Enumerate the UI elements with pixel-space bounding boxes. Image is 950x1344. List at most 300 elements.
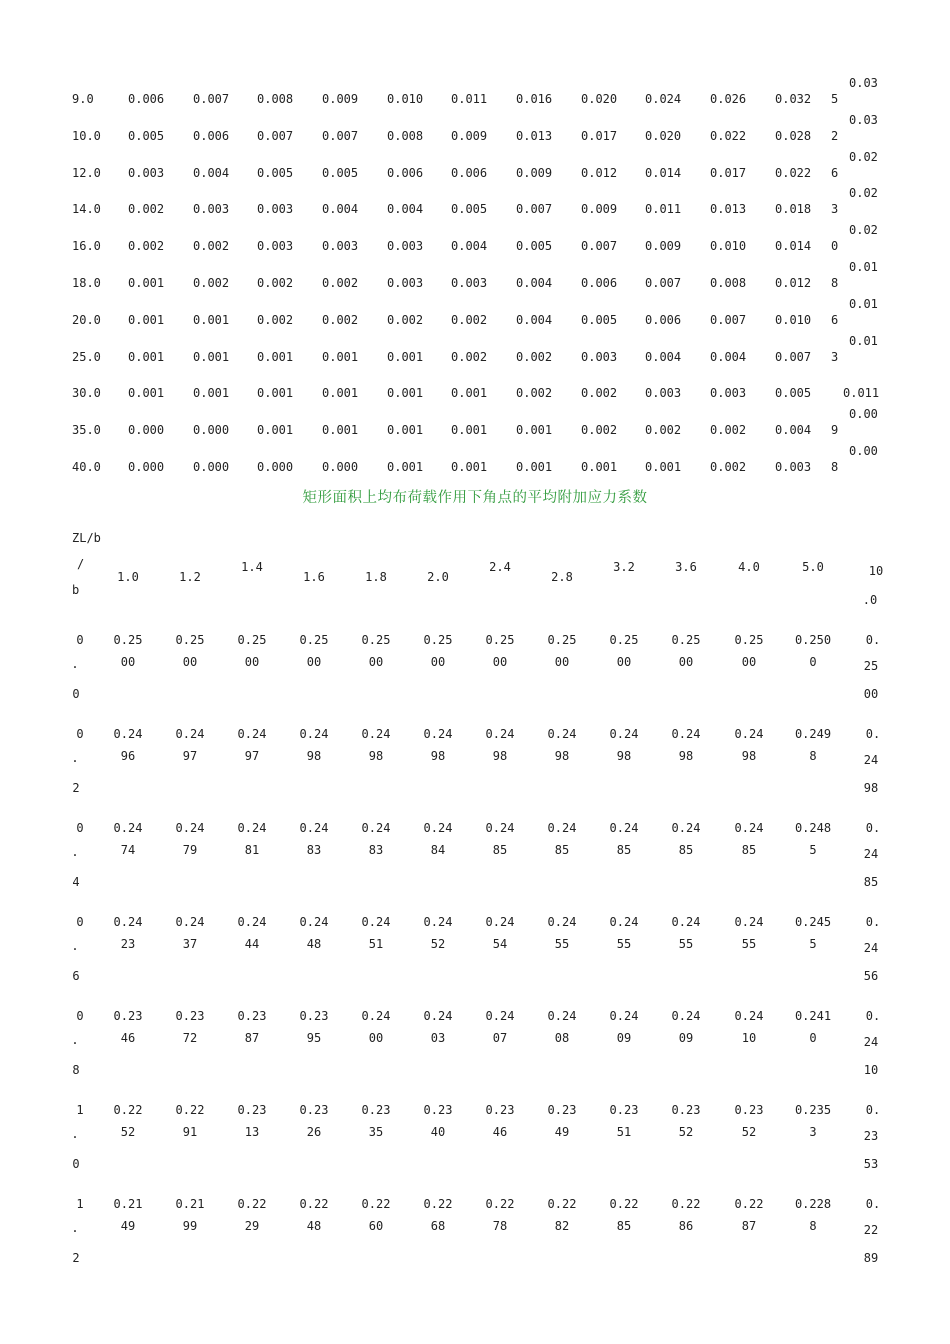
table1-last-cell-bottom: 3: [831, 202, 839, 217]
table1-value-cell: 0.018: [775, 202, 812, 217]
table2-value-cell-bottom: 68: [430, 1219, 446, 1233]
table2-last-cell-line2: 25: [863, 659, 879, 673]
table2-value-cell-top: 0.24: [423, 727, 453, 741]
table1-value-cell: 0.001: [451, 423, 488, 438]
table2-value-cell-bottom: 91: [182, 1125, 198, 1139]
table1-z-cell: 14.0: [72, 202, 101, 217]
table2-z-cell-line3: 4: [72, 875, 80, 889]
table2-value-cell-bottom: 72: [182, 1031, 198, 1045]
table2-value-cell-top: 0.25: [299, 633, 329, 647]
table2-value-cell-top: 0.22: [423, 1197, 453, 1211]
table2-value-cell-bottom: 13: [244, 1125, 260, 1139]
table2-value-cell-bottom: 09: [678, 1031, 694, 1045]
table1-value-cell: 0.004: [387, 202, 424, 217]
table2-last-cell-line3: 10: [863, 1063, 879, 1077]
table2-z-cell-line1: 0: [76, 1009, 84, 1023]
table1-z-cell: 35.0: [72, 423, 101, 438]
table2-z-cell-line2: .: [71, 1221, 79, 1235]
table1-value-cell: 0.000: [322, 460, 359, 474]
table1-value-cell: 0.017: [710, 165, 747, 180]
header-col-label: 3.2: [613, 560, 635, 574]
table2-value-cell-top: 0.24: [175, 821, 205, 835]
table1-value-cell: 0.001: [516, 460, 553, 474]
table1-value-cell: 0.007: [257, 128, 294, 143]
table2-value-cell-top: 0.23: [734, 1103, 764, 1117]
table2-value-cell-top: 0.249: [794, 727, 832, 741]
table1-value-cell: 0.008: [710, 276, 747, 290]
table1-value-cell: 0.007: [775, 349, 812, 364]
table2-value-cell-bottom: 98: [492, 749, 508, 763]
table2-value-cell-bottom: 3: [809, 1125, 817, 1139]
table1-value-cell: 0.012: [775, 276, 812, 290]
header-corner-line1: ZL/b: [72, 531, 101, 545]
table1-value-cell: 0.001: [451, 386, 488, 401]
table2-value-cell-bottom: 85: [678, 843, 694, 857]
table2-value-cell-top: 0.24: [485, 821, 515, 835]
table2-value-cell-top: 0.21: [175, 1197, 205, 1211]
table2-value-cell-top: 0.24: [609, 915, 639, 929]
table2-value-cell-top: 0.241: [794, 1009, 832, 1023]
table1-value-cell: 0.009: [581, 202, 618, 217]
table2-value-cell-bottom: 5: [809, 937, 817, 951]
table1-last-cell-top: 0.03: [849, 76, 878, 90]
table2-value-cell-top: 0.24: [734, 915, 764, 929]
table1-value-cell: 0.004: [451, 239, 488, 254]
table2-value-cell-top: 0.25: [237, 633, 267, 647]
table2-value-cell-bottom: 00: [616, 655, 632, 669]
table1-value-cell: 0.002: [322, 276, 359, 290]
table2-last-cell-line2: 23: [863, 1129, 879, 1143]
table2-value-cell-bottom: 86: [678, 1219, 694, 1233]
table2-value-cell-bottom: 98: [554, 749, 570, 763]
table1-value-cell: 0.016: [516, 92, 553, 106]
table2-value-cell-bottom: 81: [244, 843, 260, 857]
table2-value-cell-bottom: 95: [306, 1031, 322, 1045]
table1-value-cell: 0.022: [775, 165, 812, 180]
table2-value-cell-top: 0.25: [423, 633, 453, 647]
table2-value-cell-top: 0.23: [671, 1103, 701, 1117]
table1-value-cell: 0.022: [710, 128, 747, 143]
table2-value-cell-bottom: 98: [678, 749, 694, 763]
table1-value-cell: 0.000: [193, 423, 230, 438]
table2-value-cell-bottom: 10: [741, 1031, 757, 1045]
table2-value-cell-bottom: 83: [306, 843, 322, 857]
table2-value-cell-bottom: 55: [616, 937, 632, 951]
table2-value-cell-top: 0.24: [609, 821, 639, 835]
table2-value-cell-bottom: 55: [678, 937, 694, 951]
table1-value-cell: 0.004: [193, 165, 230, 180]
table2-value-cell-bottom: 97: [182, 749, 198, 763]
table1-z-cell: 12.0: [72, 165, 101, 180]
table1-value-cell: 0.000: [128, 423, 165, 438]
table2-value-cell-bottom: 51: [616, 1125, 632, 1139]
table1-value-cell: 0.028: [775, 128, 812, 143]
table1-value-cell: 0.008: [387, 128, 424, 143]
table2-value-cell-top: 0.25: [361, 633, 391, 647]
table1-value-cell: 0.001: [387, 349, 424, 364]
table2-value-cell-bottom: 07: [492, 1031, 508, 1045]
header-corner-line2: /: [77, 557, 85, 571]
table2-value-cell-top: 0.245: [794, 915, 832, 929]
table2-value-cell-bottom: 00: [492, 655, 508, 669]
table1-value-cell: 0.006: [581, 276, 618, 290]
table2-value-cell-top: 0.24: [175, 915, 205, 929]
table2-value-cell-bottom: 97: [244, 749, 260, 763]
table1-value-cell: 0.001: [257, 423, 294, 438]
table1-value-cell: 0.009: [322, 92, 359, 106]
table2-value-cell-bottom: 54: [492, 937, 508, 951]
table1-value-cell: 0.009: [451, 128, 488, 143]
table1-value-cell: 0.005: [322, 165, 359, 180]
table2-value-cell-top: 0.23: [113, 1009, 143, 1023]
table2-value-cell-bottom: 0: [809, 655, 817, 669]
table1-value-cell: 0.002: [451, 312, 488, 327]
table-title: 矩形面积上均布荷载作用下角点的平均附加应力系数: [302, 490, 648, 506]
table2-value-cell-top: 0.24: [423, 915, 453, 929]
table1-value-cell: 0.005: [516, 239, 553, 254]
table2-value-cell-bottom: 52: [741, 1125, 757, 1139]
table1-value-cell: 0.001: [128, 312, 165, 327]
table2-value-cell-bottom: 26: [306, 1125, 322, 1139]
table2-value-cell-bottom: 82: [554, 1219, 570, 1233]
table2-last-cell-line1: 0.: [865, 727, 881, 741]
table1-value-cell: 0.001: [322, 386, 359, 401]
table2-value-cell-top: 0.24: [734, 727, 764, 741]
table2-last-cell-line3: 98: [863, 781, 879, 795]
table2-last-cell-line2: 22: [863, 1223, 879, 1237]
table1-value-cell: 0.002: [257, 276, 294, 290]
table1-value-cell: 0.000: [128, 460, 165, 474]
table2-z-cell-line3: 6: [72, 969, 80, 983]
table1-value-cell: 0.032: [775, 92, 812, 106]
table1-value-cell: 0.026: [710, 92, 747, 106]
table2-value-cell-bottom: 48: [306, 1219, 322, 1233]
table1-last-cell-bottom: 8: [831, 460, 839, 474]
table1-value-cell: 0.002: [387, 312, 424, 327]
table2-last-cell-line2: 24: [863, 847, 879, 861]
table2-last-cell-line1: 0.: [865, 915, 881, 929]
table2-value-cell-top: 0.24: [113, 821, 143, 835]
table1-value-cell: 0.001: [322, 423, 359, 438]
table1-value-cell: 0.006: [645, 312, 682, 327]
table1-value-cell: 0.010: [710, 239, 747, 254]
table2-value-cell-bottom: 00: [678, 655, 694, 669]
table2-value-cell-top: 0.24: [175, 727, 205, 741]
table2-value-cell-bottom: 5: [809, 843, 817, 857]
table2-value-cell-bottom: 83: [368, 843, 384, 857]
table2-value-cell-top: 0.24: [547, 821, 577, 835]
table1-value-cell: 0.002: [193, 239, 230, 254]
table2-z-cell-line3: 0: [72, 1157, 80, 1171]
table1-value-cell: 0.005: [775, 386, 812, 401]
table2-value-cell-bottom: 09: [616, 1031, 632, 1045]
table1-value-cell: 0.002: [710, 460, 747, 474]
table2-value-cell-bottom: 35: [368, 1125, 384, 1139]
table2-value-cell-top: 0.25: [175, 633, 205, 647]
table1-last-cell-top: 0.02: [849, 186, 878, 201]
table2-value-cell-bottom: 85: [616, 1219, 632, 1233]
header-col-label: 2.8: [551, 570, 573, 584]
header-corner-line3: b: [72, 583, 80, 597]
table2-value-cell-top: 0.25: [113, 633, 143, 647]
table1-value-cell: 0.004: [516, 312, 553, 327]
table2-value-cell-top: 0.24: [485, 727, 515, 741]
table2-last-cell-line1: 0.: [865, 1197, 881, 1211]
table2-value-cell-bottom: 60: [368, 1219, 384, 1233]
table2-value-cell-top: 0.22: [113, 1103, 143, 1117]
table1-value-cell: 0.001: [516, 423, 553, 438]
table1-value-cell: 0.010: [387, 92, 424, 106]
table1-value-cell: 0.002: [581, 386, 618, 401]
table2-value-cell-top: 0.25: [485, 633, 515, 647]
table2-value-cell-top: 0.22: [299, 1197, 329, 1211]
table2-value-cell-bottom: 00: [306, 655, 322, 669]
table1-value-cell: 0.001: [645, 460, 682, 474]
table2-last-cell-line1: 0.: [865, 1103, 881, 1117]
table2-value-cell-bottom: 46: [120, 1031, 136, 1045]
table1-value-cell: 0.002: [322, 312, 359, 327]
table1-value-cell: 0.001: [322, 349, 359, 364]
table1-last-cell-top: 0.00: [849, 444, 878, 458]
table2-value-cell-top: 0.24: [609, 727, 639, 741]
table1-last-cell-bottom: 9: [831, 423, 839, 438]
table1-z-cell: 30.0: [72, 386, 101, 401]
table2-value-cell-top: 0.24: [671, 727, 701, 741]
table1-value-cell: 0.003: [128, 165, 165, 180]
table2-z-cell-line1: 0: [76, 727, 84, 741]
table1-value-cell: 0.007: [516, 202, 553, 217]
table1-value-cell: 0.007: [193, 92, 230, 106]
table2-last-cell-line1: 0.: [865, 633, 881, 647]
header-col-label: 4.0: [738, 560, 760, 574]
table1-value-cell: 0.004: [710, 349, 747, 364]
table1-value-cell: 0.002: [516, 349, 553, 364]
table1-value-cell: 0.012: [581, 165, 618, 180]
header-col-label: 2.0: [427, 570, 449, 584]
table1-value-cell: 0.003: [193, 202, 230, 217]
table2-value-cell-bottom: 96: [120, 749, 136, 763]
table2-value-cell-bottom: 0: [809, 1031, 817, 1045]
table1-value-cell: 0.006: [193, 128, 230, 143]
header-col-label: 1.4: [241, 560, 263, 574]
table1-last-cell-top: 0.00: [849, 407, 878, 422]
table2-value-cell-top: 0.23: [485, 1103, 515, 1117]
table2-value-cell-top: 0.22: [485, 1197, 515, 1211]
table1-value-cell: 0.005: [257, 165, 294, 180]
table2-z-cell-line2: .: [71, 1127, 79, 1141]
table1-value-cell: 0.007: [645, 276, 682, 290]
table1-value-cell: 0.001: [128, 386, 165, 401]
table1-value-cell: 0.003: [322, 239, 359, 254]
table1-value-cell: 0.007: [581, 239, 618, 254]
table2-value-cell-top: 0.22: [609, 1197, 639, 1211]
table2-value-cell-top: 0.23: [423, 1103, 453, 1117]
table2-value-cell-top: 0.24: [361, 727, 391, 741]
table2-value-cell-bottom: 85: [492, 843, 508, 857]
table1-value-cell: 0.003: [775, 460, 812, 474]
table1-value-cell: 0.010: [775, 312, 812, 327]
table2-value-cell-bottom: 00: [244, 655, 260, 669]
table1-value-cell: 0.001: [257, 349, 294, 364]
table2-last-cell-line3: 53: [863, 1157, 879, 1171]
table2-value-cell-bottom: 23: [120, 937, 136, 951]
table2-value-cell-bottom: 49: [120, 1219, 136, 1233]
table2-value-cell-bottom: 98: [306, 749, 322, 763]
header-col-label: 2.4: [489, 560, 511, 574]
table1-last-cell-bottom: 6: [831, 312, 839, 327]
table1-value-cell: 0.024: [645, 92, 682, 106]
table2-value-cell-top: 0.24: [671, 821, 701, 835]
table2-value-cell-top: 0.24: [299, 915, 329, 929]
table2-value-cell-top: 0.23: [299, 1103, 329, 1117]
table1-z-cell: 25.0: [72, 349, 101, 364]
table1-value-cell: 0.001: [257, 386, 294, 401]
table2-value-cell-top: 0.24: [547, 915, 577, 929]
table1-z-cell: 18.0: [72, 276, 101, 290]
table2-value-cell-bottom: 52: [678, 1125, 694, 1139]
table2-value-cell-bottom: 84: [430, 843, 446, 857]
table1-value-cell: 0.002: [257, 312, 294, 327]
table2-last-cell-line1: 0.: [865, 1009, 881, 1023]
table2-value-cell-top: 0.24: [734, 821, 764, 835]
table1-value-cell: 0.003: [387, 239, 424, 254]
table2-value-cell-bottom: 99: [182, 1219, 198, 1233]
header-col-label: 1.0: [117, 570, 139, 584]
table2-value-cell-top: 0.24: [113, 915, 143, 929]
table2-value-cell-bottom: 55: [554, 937, 570, 951]
table2-value-cell-top: 0.24: [423, 1009, 453, 1023]
table1-value-cell: 0.001: [193, 312, 230, 327]
table2-value-cell-bottom: 8: [809, 1219, 817, 1233]
table2-value-cell-bottom: 00: [430, 655, 446, 669]
table2-value-cell-top: 0.22: [734, 1197, 764, 1211]
table2-value-cell-top: 0.23: [547, 1103, 577, 1117]
table1-value-cell: 0.020: [581, 92, 618, 106]
table1-last-cell-top: 0.02: [849, 223, 878, 238]
table2-last-cell-line2: 24: [863, 941, 879, 955]
table2-value-cell-bottom: 00: [554, 655, 570, 669]
table2-value-cell-bottom: 55: [741, 937, 757, 951]
table2-value-cell-bottom: 85: [616, 843, 632, 857]
table1-value-cell: 0.017: [581, 128, 618, 143]
table1-last-cell-bottom: 8: [831, 276, 839, 290]
table2-value-cell-top: 0.23: [299, 1009, 329, 1023]
table1-value-cell: 0.001: [387, 423, 424, 438]
table1-value-cell: 0.020: [645, 128, 682, 143]
table2-value-cell-bottom: 74: [120, 843, 136, 857]
table1-value-cell: 0.002: [451, 349, 488, 364]
table2-value-cell-top: 0.24: [547, 727, 577, 741]
table2-value-cell-bottom: 98: [430, 749, 446, 763]
table2-last-cell-line2: 24: [863, 753, 879, 767]
table1-value-cell: 0.002: [193, 276, 230, 290]
table1-value-cell: 0.003: [451, 276, 488, 290]
table2-value-cell-bottom: 98: [741, 749, 757, 763]
table1-z-cell: 9.0: [72, 92, 94, 106]
table1-last-cell-bottom: 6: [831, 165, 839, 180]
table2-value-cell-bottom: 52: [120, 1125, 136, 1139]
table1-value-cell: 0.001: [128, 349, 165, 364]
table2-value-cell-top: 0.25: [547, 633, 577, 647]
table2-value-cell-bottom: 51: [368, 937, 384, 951]
table2-z-cell-line1: 0: [76, 633, 84, 647]
table2-value-cell-bottom: 85: [554, 843, 570, 857]
table2-z-cell-line2: .: [71, 1033, 79, 1047]
table2-value-cell-bottom: 00: [368, 655, 384, 669]
header-col-label: 3.6: [675, 560, 697, 574]
table1-value-cell: 0.009: [645, 239, 682, 254]
table1-value-cell: 0.007: [710, 312, 747, 327]
table2-z-cell-line2: .: [71, 751, 79, 765]
table2-last-cell-line3: 85: [863, 875, 879, 889]
table1-z-cell: 40.0: [72, 460, 101, 474]
table1-value-cell: 0.004: [322, 202, 359, 217]
table2-value-cell-top: 0.25: [609, 633, 639, 647]
table1-z-cell: 10.0: [72, 128, 101, 143]
table1-value-cell: 0.000: [193, 460, 230, 474]
table2-value-cell-bottom: 85: [741, 843, 757, 857]
table1-value-cell: 0.013: [710, 202, 747, 217]
table2-value-cell-top: 0.22: [175, 1103, 205, 1117]
table1-value-cell: 0.011: [451, 92, 488, 106]
table1-value-cell: 0.001: [451, 460, 488, 474]
table1-value-cell: 0.005: [581, 312, 618, 327]
table2-value-cell-top: 0.235: [794, 1103, 832, 1117]
table1-value-cell: 0.002: [128, 202, 165, 217]
table1-value-cell: 0.002: [581, 423, 618, 438]
table2-value-cell-top: 0.24: [237, 821, 267, 835]
table2-value-cell-bottom: 49: [554, 1125, 570, 1139]
table2-z-cell-line1: 0: [76, 821, 84, 835]
table2-value-cell-bottom: 08: [554, 1031, 570, 1045]
table2-value-cell-top: 0.22: [547, 1197, 577, 1211]
table1-value-cell: 0.001: [128, 276, 165, 290]
table1-value-cell: 0.004: [775, 423, 812, 438]
table2-value-cell-top: 0.24: [485, 1009, 515, 1023]
table2-value-cell-top: 0.22: [237, 1197, 267, 1211]
header-col-label: 5.0: [802, 560, 824, 574]
table2-value-cell-top: 0.24: [609, 1009, 639, 1023]
table1-value-cell: 0.002: [128, 239, 165, 254]
table1-value-cell: 0.001: [581, 460, 618, 474]
header-last-line1: 10: [868, 564, 884, 578]
table1-value-cell: 0.001: [193, 386, 230, 401]
table2-value-cell-bottom: 98: [616, 749, 632, 763]
table2-z-cell-line2: .: [71, 845, 79, 859]
table1-value-cell: 0.001: [387, 460, 424, 474]
table2-z-cell-line3: 0: [72, 687, 80, 701]
table2-value-cell-top: 0.250: [794, 633, 832, 647]
table2-value-cell-top: 0.24: [547, 1009, 577, 1023]
header-col-label: 1.2: [179, 570, 201, 584]
table1-last-cell-bottom: 0: [831, 239, 839, 254]
table2-value-cell-bottom: 37: [182, 937, 198, 951]
table1-value-cell: 0.009: [516, 165, 553, 180]
table2-value-cell-top: 0.24: [485, 915, 515, 929]
table1-value-cell: 0.003: [710, 386, 747, 401]
table2-value-cell-top: 0.23: [237, 1009, 267, 1023]
table2-value-cell-top: 0.25: [734, 633, 764, 647]
table2-value-cell-bottom: 98: [368, 749, 384, 763]
table1-value-cell: 0.006: [128, 92, 165, 106]
table2-value-cell-top: 0.23: [609, 1103, 639, 1117]
table1-value-cell: 0.002: [710, 423, 747, 438]
table1-last-cell-bottom: 3: [831, 349, 839, 364]
table2-z-cell-line1: 1: [76, 1197, 84, 1211]
table2-z-cell-line3: 2: [72, 781, 80, 795]
table2-value-cell-bottom: 03: [430, 1031, 446, 1045]
table2-value-cell-bottom: 52: [430, 937, 446, 951]
